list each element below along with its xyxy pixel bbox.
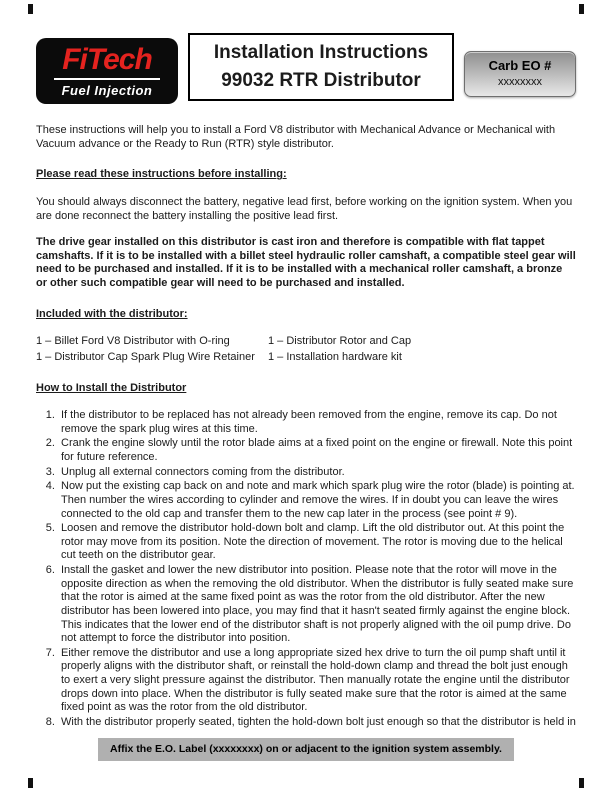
install-step: 6. Install the gasket and lower the new distributor into position. Please note that the rotor will move in the opposite direction as when the removing the old distributor. When the distributor is fully seated make sure that the rotor is aimed at the same fixed point as was the rotor from the old distributor. After the new distributor has been lowered into place, you may find that it hasn't seated firmly against the engine block. This indicates that the lower end of the distributor shaft is not properly aligned with the oil pump drive. Do not attempt to force the distributor into position. xyxy=(58,564,576,646)
eo-label-note: Affix the E.O. Label (xxxxxxxx) on or adjacent to the ignition system assembly. xyxy=(98,738,514,761)
fitech-logo xyxy=(36,38,178,104)
install-step: 8. With the distributor properly seated, tighten the hold-down bolt just enough so that the distributor is held in xyxy=(58,716,576,730)
section-heading-read-first: Please read these instructions before installing: xyxy=(36,168,287,181)
fitech-logo-brand: FiTech xyxy=(54,45,160,80)
document-title-line1: Installation Instructions xyxy=(213,42,429,64)
document-title-box xyxy=(188,33,454,101)
included-item: 1 – Installation hardware kit xyxy=(268,350,402,363)
carb-eo-value: xxxxxxxx xyxy=(498,76,542,88)
fitech-logo-subtitle: Fuel Injection xyxy=(61,82,153,98)
document-header xyxy=(36,33,576,104)
install-step: 3. Unplug all external connectors coming from the distributor. xyxy=(58,466,576,480)
document-title-line2: 99032 RTR Distributor xyxy=(221,70,421,91)
install-steps-list xyxy=(36,409,576,729)
battery-paragraph: You should always disconnect the battery, negative lead first, before working on the ignition system. When you are done reconnect the battery installing the positive lead first. xyxy=(36,195,573,222)
carb-eo-label: Carb EO # xyxy=(488,58,552,73)
document-body xyxy=(36,124,576,761)
install-step: 5. Loosen and remove the distributor hold-down bolt and clamp. Lift the old distributor out. At this point the rotor may move from its position. Note the direction of movement. The rotor is moving due to the helical cut teeth on the distributor gear. xyxy=(58,522,576,563)
included-item: 1 – Distributor Cap Spark Plug Wire Retainer xyxy=(36,350,255,363)
install-step: 7. Either remove the distributor and use a long appropriate sized hex drive to turn the oil pump shaft until it properly aligns with the distributor shaft, or reinstall the hold-down clamp and thread the bolt just enough to exert a very slight pressure against the distributor. Then manually rotate the engine until the distributor drops down into place. When the distributor is fully seated make sure that the rotor is aimed at the same fixed point as was the rotor from the old distributor. xyxy=(58,647,576,715)
intro-paragraph: These instructions will help you to install a Ford V8 distributor with Mechanical Advance or Mechanical with Vacuum advance or the Ready to Run (RTR) style distributor. xyxy=(36,124,556,150)
drive-gear-paragraph: The drive gear installed on this distributor is cast iron and therefore is compatible with flat tappet camshafts. If it is to be installed with a billet steel hydraulic roller camshaft, a compatible steel gear will need to be purchased and installed. If it is to be installed with a mechanical roller camshaft, a bronze or other such compatible gear will need to be purchased and installed. xyxy=(36,236,576,289)
included-item: 1 – Billet Ford V8 Distributor with O-ring xyxy=(36,335,230,348)
install-step: 2. Crank the engine slowly until the rotor blade aims at a fixed point on the engine or firewall. Note this point for future reference. xyxy=(58,437,576,464)
included-items-list xyxy=(36,335,576,364)
install-step: 4. Now put the existing cap back on and note and mark which spark plug wire the rotor (blade) is pointing at. Then number the wires according to cylinder and remove the wires. If in doubt you can leave the wires connected to the old cap and transfer them to the new cap later in the process (see point # 9). xyxy=(58,480,576,521)
section-heading-included: Included with the distributor: xyxy=(36,307,188,320)
included-item: 1 – Distributor Rotor and Cap xyxy=(268,335,412,348)
install-step: 1. If the distributor to be replaced has not already been removed from the engine, remove its cap. Do not remove the spark plug wires at this time. xyxy=(58,409,576,436)
section-heading-install: How to Install the Distributor xyxy=(36,381,187,394)
carb-eo-badge xyxy=(464,51,576,97)
